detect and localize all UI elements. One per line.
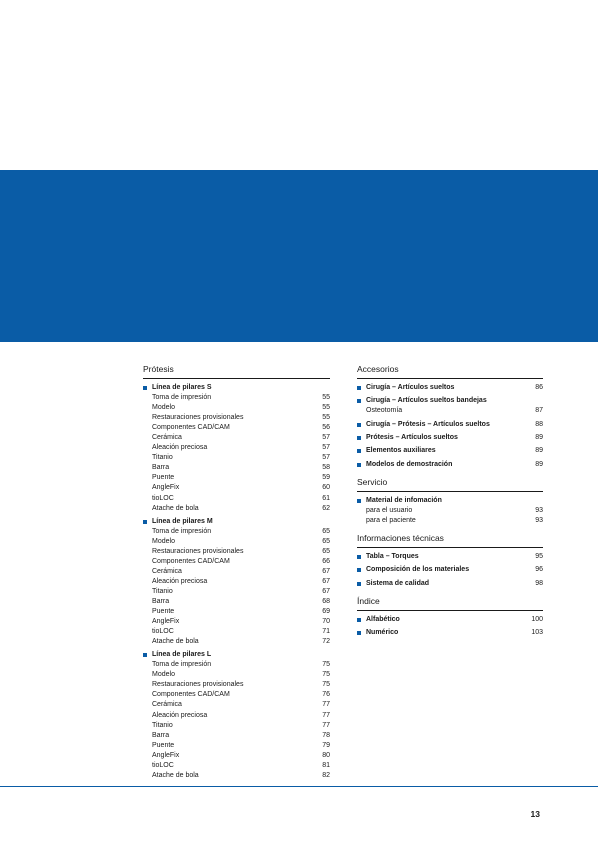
toc-page-number: 60 xyxy=(322,484,330,492)
toc-entry-row xyxy=(357,460,543,470)
toc-page-number: 93 xyxy=(535,516,543,524)
toc-subentry-label: tioLOC xyxy=(152,628,174,636)
page-number: 13 xyxy=(530,809,540,819)
toc-subentry-label: para el usuario xyxy=(366,506,413,514)
toc-subentry-label: Componentes CAD/CAM xyxy=(152,557,230,565)
toc-page-number: 68 xyxy=(322,597,330,605)
toc-entry-row xyxy=(357,420,543,430)
section-indice xyxy=(357,596,543,638)
toc-entry[interactable] xyxy=(357,383,543,393)
toc-entry-row xyxy=(357,552,543,562)
protesis-groups xyxy=(143,383,330,781)
toc-entry-row xyxy=(357,615,543,625)
toc-page-number: 66 xyxy=(322,557,330,565)
bullet-icon xyxy=(357,399,361,403)
toc-subentry-label: Osteotomía xyxy=(366,407,403,415)
section-title-accesorios: Accesorios xyxy=(357,364,543,379)
toc-page-number: 75 xyxy=(322,671,330,679)
toc-subentry[interactable] xyxy=(143,423,330,433)
bullet-icon xyxy=(357,386,361,390)
toc-page-number: 55 xyxy=(322,394,330,402)
toc-subentry-label: Titanio xyxy=(152,454,173,462)
toc-entry[interactable] xyxy=(357,615,543,625)
footer-rule xyxy=(0,786,598,787)
toc-entry[interactable] xyxy=(357,565,543,575)
toc-subentry[interactable] xyxy=(143,711,330,721)
toc-page-number: 79 xyxy=(322,741,330,749)
toc-subentry[interactable] xyxy=(143,577,330,587)
toc-entry[interactable] xyxy=(357,460,543,470)
toc-subentry-label: tioLOC xyxy=(152,761,174,769)
toc-subentry[interactable] xyxy=(143,473,330,483)
toc-subentry[interactable] xyxy=(143,660,330,670)
toc-subentry-label: Restauraciones provisionales xyxy=(152,414,244,422)
toc-subentry-label: Cerámica xyxy=(152,434,182,442)
bullet-icon xyxy=(143,386,147,390)
toc-group-title[interactable] xyxy=(143,517,330,527)
toc-subentry[interactable] xyxy=(143,617,330,627)
toc-subentry[interactable] xyxy=(143,567,330,577)
toc-page-number: 75 xyxy=(322,661,330,669)
toc-entry-row xyxy=(357,446,543,456)
toc-page-number: 61 xyxy=(322,494,330,502)
section-title-servicio: Servicio xyxy=(357,477,543,492)
toc-page-number: 55 xyxy=(322,414,330,422)
toc-subentry-label: Componentes CAD/CAM xyxy=(152,691,230,699)
toc-subentry-label: Cerámica xyxy=(152,567,182,575)
toc-subentry-label: Restauraciones provisionales xyxy=(152,681,244,689)
toc-subentry-label: tioLOC xyxy=(152,494,174,502)
toc-page-number: 65 xyxy=(322,547,330,555)
informaciones-list xyxy=(357,552,543,589)
toc-entry[interactable] xyxy=(357,579,543,589)
toc-subentry-label: Aleación preciosa xyxy=(152,711,208,719)
toc-page-number: 72 xyxy=(322,638,330,646)
toc-entry-label: Alfabético xyxy=(366,615,400,623)
toc-subentry[interactable] xyxy=(357,506,543,516)
toc-page-number: 59 xyxy=(322,474,330,482)
toc-page-number: 57 xyxy=(322,434,330,442)
toc-page-number: 89 xyxy=(535,434,543,442)
toc-subentry[interactable] xyxy=(143,607,330,617)
toc-entry-row xyxy=(357,433,543,443)
section-title-informaciones-tecnicas: Informaciones técnicas xyxy=(357,533,543,548)
toc-subentry-label: AngleFix xyxy=(152,751,180,759)
toc-group-label: Línea de pilares S xyxy=(152,384,212,391)
toc-page-number: 70 xyxy=(322,618,330,626)
toc-page-number: 89 xyxy=(535,460,543,468)
bullet-icon xyxy=(143,520,147,524)
toc-subentry-label: Atache de bola xyxy=(152,504,199,512)
bullet-icon xyxy=(357,436,361,440)
toc-subentry-label: Modelo xyxy=(152,537,175,545)
toc-entry-row xyxy=(357,628,543,638)
toc-entry[interactable] xyxy=(357,433,543,443)
bullet-icon xyxy=(357,631,361,635)
toc-page-number: 77 xyxy=(322,711,330,719)
toc-subentry-label: Puente xyxy=(152,608,175,616)
toc-subentry-label: Atache de bola xyxy=(152,638,199,646)
toc-page-number: 57 xyxy=(322,454,330,462)
toc-group-label: Línea de pilares M xyxy=(152,517,213,525)
toc-subentry-label: Modelo xyxy=(152,671,175,679)
toc-subentry[interactable] xyxy=(143,690,330,700)
toc-page-number: 95 xyxy=(535,552,543,560)
toc-entry[interactable] xyxy=(357,552,543,562)
toc-entry[interactable] xyxy=(357,446,543,456)
section-informaciones-tecnicas xyxy=(357,533,543,589)
bullet-icon xyxy=(357,449,361,453)
toc-subentry[interactable] xyxy=(143,761,330,771)
toc-subentry[interactable] xyxy=(143,504,330,514)
toc-entry-material[interactable] xyxy=(357,496,543,506)
toc-page-number: 65 xyxy=(322,537,330,545)
bullet-icon xyxy=(357,582,361,586)
bullet-icon xyxy=(357,555,361,559)
toc-subentry[interactable] xyxy=(143,403,330,413)
toc-subentry[interactable] xyxy=(143,680,330,690)
toc-subentry[interactable] xyxy=(143,547,330,557)
toc-subentry[interactable] xyxy=(143,557,330,567)
toc-column-right xyxy=(357,364,543,645)
toc-page-number: 100 xyxy=(531,615,543,623)
toc-subentry xyxy=(357,406,543,416)
toc-subentry[interactable] xyxy=(143,670,330,680)
toc-page-number: 82 xyxy=(322,771,330,779)
toc-subentry-label: Titanio xyxy=(152,721,173,729)
toc-page-number: 75 xyxy=(322,681,330,689)
accesorios-list xyxy=(357,383,543,470)
toc-page-number: 69 xyxy=(322,608,330,616)
bullet-icon xyxy=(357,423,361,427)
toc-entry[interactable] xyxy=(357,396,543,416)
toc-subentry-label: AngleFix xyxy=(152,618,180,626)
toc-subentry[interactable] xyxy=(143,741,330,751)
bullet-icon xyxy=(357,499,361,503)
toc-entry-label: Cirugía – Prótesis – Artículos sueltos xyxy=(366,420,490,428)
toc-subentry-label: Aleación preciosa xyxy=(152,577,208,585)
toc-page-number: 71 xyxy=(322,628,330,636)
toc-page-number: 89 xyxy=(535,447,543,455)
section-accesorios xyxy=(357,364,543,470)
toc-subentry[interactable] xyxy=(143,587,330,597)
toc-subentry-label: Atache de bola xyxy=(152,771,199,779)
toc-page-number: 96 xyxy=(535,566,543,574)
toc-column-left xyxy=(143,364,330,781)
toc-group-title[interactable] xyxy=(143,383,330,393)
toc-group-title[interactable] xyxy=(143,650,330,660)
toc-entry-label: Material de infomación xyxy=(366,496,442,504)
toc-subentry[interactable] xyxy=(357,516,543,526)
toc-entry-label: Cirugía – Artículos sueltos xyxy=(366,384,455,391)
toc-subentry-label: Componentes CAD/CAM xyxy=(152,424,230,432)
section-servicio xyxy=(357,477,543,526)
toc-subentry-label: Cerámica xyxy=(152,701,182,709)
toc-page-number: 103 xyxy=(531,629,543,637)
toc-page-number: 80 xyxy=(322,751,330,759)
toc-page-number: 57 xyxy=(322,444,330,452)
toc-subentry[interactable] xyxy=(143,731,330,741)
toc-entry-label: Prótesis – Artículos sueltos xyxy=(366,434,458,442)
toc-subentry-label: Toma de impresión xyxy=(152,527,212,535)
toc-entry-label: Composición de los materiales xyxy=(366,566,470,574)
toc-subentry[interactable] xyxy=(143,700,330,710)
toc-entry[interactable] xyxy=(357,628,543,638)
toc-entry-label: Sistema de calidad xyxy=(366,579,430,587)
toc-subentry-label: Aleación preciosa xyxy=(152,444,208,452)
toc-subentry[interactable] xyxy=(143,627,330,637)
toc-page-number: 77 xyxy=(322,721,330,729)
toc-subentry[interactable] xyxy=(143,453,330,463)
toc-page-number: 78 xyxy=(322,731,330,739)
toc-subentry[interactable] xyxy=(143,537,330,547)
toc-page-number: 56 xyxy=(322,424,330,432)
toc-page-number: 67 xyxy=(322,577,330,585)
toc-entry-label: Elementos auxiliares xyxy=(366,447,436,455)
toc-page-number: 88 xyxy=(535,420,543,428)
bullet-icon xyxy=(143,653,147,657)
bullet-icon xyxy=(357,618,361,622)
toc-subentry[interactable] xyxy=(143,751,330,761)
toc-page-number: 65 xyxy=(322,527,330,535)
toc-page-number: 81 xyxy=(322,761,330,769)
toc-subentry[interactable] xyxy=(143,637,330,647)
toc-page-number: 55 xyxy=(322,404,330,412)
toc-subentry-label: Barra xyxy=(152,597,170,605)
toc-subentry[interactable] xyxy=(143,527,330,537)
toc-entry[interactable] xyxy=(357,420,543,430)
toc-subentry-label: para el paciente xyxy=(366,516,416,524)
toc-subentry-label: Puente xyxy=(152,474,175,482)
toc-subentry[interactable] xyxy=(143,443,330,453)
toc-entry-label: Cirugía – Artículos sueltos bandejas xyxy=(366,397,487,405)
toc-subentry[interactable] xyxy=(143,463,330,473)
indice-list xyxy=(357,615,543,638)
toc-page-number: 98 xyxy=(535,579,543,587)
toc-entry-row xyxy=(357,396,543,406)
header-banner xyxy=(0,170,598,342)
toc-subentry[interactable] xyxy=(143,597,330,607)
bullet-icon xyxy=(357,568,361,572)
section-title-indice: Índice xyxy=(357,596,543,611)
toc-subentry-label: Toma de impresión xyxy=(152,661,212,669)
toc-subentry-label: AngleFix xyxy=(152,484,180,492)
toc-subentry[interactable] xyxy=(143,433,330,443)
toc-page-number: 67 xyxy=(322,567,330,575)
toc-page-number: 87 xyxy=(535,407,543,415)
toc-subentry[interactable] xyxy=(143,413,330,423)
toc-subentry[interactable] xyxy=(143,771,330,781)
toc-page-number: 62 xyxy=(322,504,330,512)
toc-subentry-label: Modelo xyxy=(152,404,175,412)
toc-subentry-label: Barra xyxy=(152,464,170,472)
toc-subentry[interactable] xyxy=(143,494,330,504)
toc-group-label: Línea de pilares L xyxy=(152,651,212,659)
toc-subentry-label: Titanio xyxy=(152,587,173,595)
toc-page-number: 77 xyxy=(322,701,330,709)
toc-entry-row xyxy=(357,383,543,393)
section-title-protesis: Prótesis xyxy=(143,364,330,379)
toc-entry-label: Tabla – Torques xyxy=(366,552,419,560)
toc-entry-row xyxy=(357,579,543,589)
toc-page-number: 67 xyxy=(322,587,330,595)
toc-page-number: 76 xyxy=(322,691,330,699)
toc-subentry[interactable] xyxy=(143,483,330,493)
toc-subentry[interactable] xyxy=(143,393,330,403)
toc-page-number: 58 xyxy=(322,464,330,472)
toc-entry-row xyxy=(357,565,543,575)
toc-entry-label: Numérico xyxy=(366,629,399,637)
toc-page-number: 93 xyxy=(535,506,543,514)
toc-page-number: 86 xyxy=(535,384,543,391)
toc-subentry-label: Toma de impresión xyxy=(152,394,212,402)
toc-entry-label: Modelos de demostración xyxy=(366,460,453,468)
toc-subentry[interactable] xyxy=(143,721,330,731)
toc-subentry-label: Barra xyxy=(152,731,170,739)
toc-subentry-label: Puente xyxy=(152,741,175,749)
bullet-icon xyxy=(357,463,361,467)
toc-subentry-label: Restauraciones provisionales xyxy=(152,547,244,555)
